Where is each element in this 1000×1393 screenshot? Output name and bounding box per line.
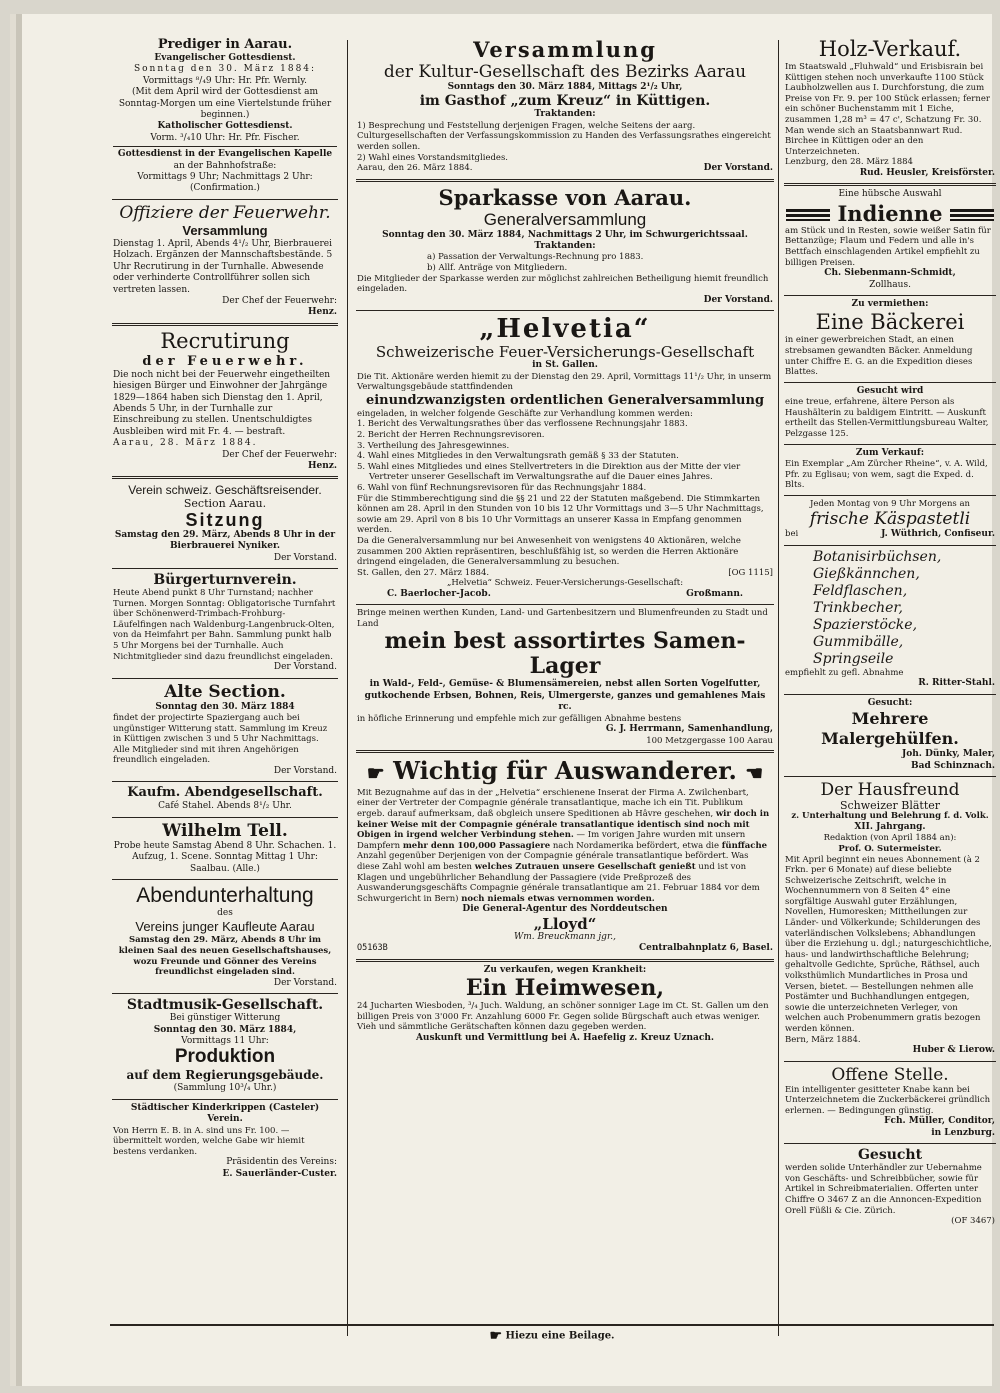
ad-kaufm-abendgesellschaft: Kaufm. Abendgesellschaft. Café Stahel. Abends 8¹/₂ Uhr. — [112, 782, 338, 817]
ad-hausfreund: Der Hausfreund Schweizer Blätter z. Unterhaltung und Belehrung f. d. Volk. XII. Jahrgang. Redaktion (von April 1884 an): Prof. O. Sutermeister. Mit April beginnt ein neues Abonnement (à 2 Frkn. per 6 Monate) auf diese beliebte Schweizerische Zeitschrift, welche in Wochennummern von 8 Seiten 4° eine sorgfältige Auswahl guter Erzählungen, Novellen, Humoresken; Mittheilungen zur Länder- und Völkerkunde; Schilderungen des vaterländischen Volkslebens; Abhandlungen über die Erziehung u. dgl.; naturgeschichtliche, haus- und landwirthschaftliche Belehrung; gehaltvolle Gedichte, Sprüche, Räthsel, auch volksthümlich Mundartliches in Prosa und Versen, bietet. — Bestellungen nehmen alle Postämter und Buchhandlungen entgegen, sowie die unterzeichneten Verleger, von welchen auch Probenummern gratis bezogen werden können. Bern, März 1884. Huber & Lierow. — [784, 777, 996, 1062]
ad-kultur-gesellschaft: Versammlung der Kultur-Gesellschaft des Bezirks Aarau Sonntags den 30. März 1884, Mittags 2¹/₂ Uhr, im Gasthof „zum Kreuz“ in Küttigen. Traktanden: 1) Besprechung und Feststellung derjenigen Fragen, welche Seitens der aarg. Culturgesellschaften der Verfassungskommission zu Handen des Verfassungsrathes eingereicht werden sollen. 2) Wahl eines Vorstandsmitgliedes. Aarau, den 26. März 1884. Der Vorstand. — [356, 34, 774, 182]
ad-kinderkrippen: Städtischer Kinderkrippen (Casteler) Verein. Von Herrn E. B. in A. sind uns Fr. 100. — übermittelt worden, welche Gabe wir hiemit bestens verdanken. Präsidentin des Vereins: E. Sauerländer-Custer. — [113, 1102, 337, 1179]
product-list — [785, 549, 995, 668]
newspaper-page — [22, 14, 995, 1386]
pointing-hand-icon: ☛ — [489, 1328, 503, 1344]
column-rule — [347, 40, 348, 1336]
ad-zum-verkauf: Zum Verkauf: Ein Exemplar „Am Zürcher Rheine“, v. A. Wild, Pfr. zu Eglisau; von wem, sagt die Exped. d. Blts. — [784, 445, 996, 496]
ad-abendunterhaltung: Abendunterhaltung des Vereins junger Kaufleute Aarau Samstag den 29. März, Abends 8 Uhr im kleinen Saal des neuen Gesellschaftshauses, wozu Freunde und Gönner des Vereins freundlichst eingeladen sind. Der Vorstand. — [112, 880, 338, 994]
ad-malergehuelfen: Gesucht: Mehrere Malergehülfen. Joh. Dünky, Maler, Bad Schinznach. — [784, 695, 996, 777]
list-item: Botanisirbüchsen, — [813, 548, 942, 565]
ad-wilhelm-tell: Wilhelm Tell. Probe heute Samstag Abend 8 Uhr. Schachen. 1. Aufzug, 1. Scene. Sonntag Mittag 1 Uhr: Saalbau. (Alle.) — [112, 818, 338, 880]
list-item: 2. Bericht der Herren Rechnungsrevisoren. — [357, 429, 545, 440]
list-item: 5. Wahl eines Mitgliedes und eines Stellvertreters in die Direktion aus der Mitte der vier Vertreter unserer Gesellschaft im Verwaltungsrathe auf die Dauer eines Jahres. — [357, 461, 741, 483]
list-item: Gießkännchen, — [813, 565, 920, 582]
list-item: Springseile — [813, 650, 894, 667]
ornament-bar — [950, 209, 994, 221]
ad-auswanderer: ☛ Wichtig für Auswanderer. ☚ Mit Bezugnahme auf das in der „Helvetia“ erschienene Inserat der Firma A. Zwilchenbart, einer der Vertreter der Compagnie générale transatlantique, mache ich ein Tit. Publikum ergeb. darauf aufmerksam, daß obgleich unsere Speditionen ab Hâvre geschehen, wir doch in keiner Weise mit der Compagnie générale transatlantique identisch sind noch mit Obigen in irgend welcher Verbindung stehen. — Im vorigen Jahre wurden mit unsern Dampfern mehr denn 100,000 Passagiere nach Nordamerika befördert, etwa die fünffache Anzahl gegenüber Derjenigen von der Compagnie générale transatlantique befördert. Was diese Zahl wohl am besten welches Zutrauen unsere Gesellschaft genießt und ist von Klagen und ungebührlicher Behandlung der Passagiere (vide Preßprozeß des Auswanderungsgeschäfts Compagnie générale transatlantique am 21. Februar 1884 vor dem Schwurgericht in Bern) noch niemals etwas vernommen worden. Die General-Agentur des Norddeutschen „Lloyd“ Wm. Breuckmann jgr., O5163B Centralbahnplatz 6, Basel. — [356, 753, 774, 961]
ad-haushaelterin: Gesucht wird eine treue, erfahrene, ältere Person als Haushälterin zu baldigem Eintritt. — Auskunft ertheilt das Stellen-Vermittlungsbureau Walter, Pelzgasse 125. — [784, 383, 996, 445]
list-item: Trinkbecher, — [813, 599, 904, 616]
list-item: 1. Bericht des Verwaltungsrathes über das verflossene Rechnungsjahr 1883. — [357, 419, 688, 430]
column-right — [784, 34, 996, 1231]
ad-holz-verkauf: Holz-Verkauf. Im Staatswald „Fluhwald“ und Erisbisrain bei Küttigen stehen noch unverkaufte 1100 Stück Laubholzwellen aus I. Durchforstung, die zum Preise von Fr. 9. per 100 Stück erlassen; ferner ein schöner Buchenstamm mit 1 Eiche, zusammen 1,28 m³ = 47 c', Schatzung Fr. 30. Man wende sich an Staatsbannwart Rud. Birchee in Küttigen oder an den Unterzeichneten. Lenzburg, den 28. März 1884 Rud. Heusler, Kreisförster. — [784, 34, 996, 186]
column-rule — [778, 40, 779, 1336]
ad-recrutirung: Recrutirung der Feuerwehr. Die noch nicht bei der Feuerwehr eingetheilten hiesigen Bürger und Einwohner der Jahrgänge 1829—1864 haben sich Dienstag den 1. April, Abends 5 Uhr, in der Turnhalle zur Einschreibung zu stellen. Unentschuldigtes Ausbleiben wird mit Fr. 4. — bestraft. Aarau, 28. März 1884. Der Chef der Feuerwehr: Henz. — [112, 326, 338, 480]
list-item: 6. Wahl von fünf Rechnungsrevisoren für das Rechnungsjahr 1884. — [357, 482, 647, 493]
ad-samen-lager: Bringe meinen werthen Kunden, Land- und Gartenbesitzern und Blumenfreunden zu Stadt und Land mein best assortirtes Samen-Lager in Wald-, Feld-, Gemüse- & Blumensämereien, nebst allen Sorten Vogelfutter, gutkochende Erbsen, Bohnen, Reis, Ulmergerste, ganzes und gemahlenes Mais rc. in höfliche Erinnerung und empfehle mich zur gefälligen Abnahme bestens G. J. Herrmann, Samenhandlung, 100 Metzgergasse 100 Aarau — [356, 605, 774, 753]
footer-note: ☛ Hiezu eine Beilage. — [489, 1328, 615, 1344]
ad-helvetia: „Helvetia“ Schweizerische Feuer-Versicherungs-Gesellschaft in St. Gallen. Die Tit. Aktionäre werden hiemit zu der Dienstag den 29. April, Vormittags 11¹/₂ Uhr, in unserm Verwaltungsgebäude stattfindenden einundzwanzigsten ordentlichen Generalversammlung eingeladen, in welcher folgende Geschäfte zur Verhandlung kommen werden: 1. Bericht des Verwaltungsrathes über das verflossene Rechnungsjahr 1883. 2. Bericht der Herren Rechnungsrevisoren. 3. Vertheilung des Jahresgewinnes. 4. Wahl eines Mitgliedes in den Verwaltungsrath gemäß § 33 der Statuten. 5. Wahl eines Mitgliedes und eines Stellvertreters in die Direktion aus der Mitte der vier Vertreter unserer Gesellschaft im Verwaltungsrathe auf die Dauer eines Jahres. 6. Wahl von fünf Rechnungsrevisoren für das Rechnungsjahr 1884. Für die Stimmberechtigung sind die §§ 21 und 22 der Statuten maßgebend. Die Stimmkarten können am 28. April in den Stunden von 10 bis 12 Uhr Vormittags und 3—5 Uhr Nachmittags, sowie am 29. April von 8 bis 10 Uhr Vormittags an unserer Kassa in Empfang genommen werden. Da die Generalversammlung nur bei Anwesenheit von wenigstens 40 Aktionären, welche zusammen 200 Aktien repräsentiren, beschlußfähig ist, so werden die Herren Aktionäre dringend eingeladen, die Generalversammlung zu besuchen. St. Gallen, den 27. März 1884. [OG 1115] „Helvetia“ Schweiz. Feuer-Versicherungs-Gesellschaft: C. Baerlocher-Jacob. Großmann. — [356, 311, 774, 605]
list-item: Gummibälle, — [813, 633, 904, 650]
ad-botanisirbuechsen: Botanisirbüchsen, Gießkännchen, Feldflaschen, Trinkbecher, Spazierstöcke, Gummibälle, Springseile empfiehlt zu gefl. Abnahme R. Ritter-Stahl. — [784, 546, 996, 695]
column-middle — [356, 34, 774, 1048]
footer-rule — [110, 1324, 994, 1326]
ad-offiziere: Offiziere der Feuerwehr. Versammlung Dienstag 1. April, Abends 4¹/₂ Uhr, Bierbrauerei Holzach. Ergänzen der Mannschaftsbestände. 5 Uhr Recrutirung in der Turnhalle. Abwesende oder verhinderte Controllführer sollen sich vertreten lassen. Der Chef der Feuerwehr: Henz. — [112, 200, 338, 326]
pointing-hand-icon: ☛ — [366, 760, 385, 785]
ad-buergerturnverein: Bürgerturnverein. Heute Abend punkt 8 Uhr Turnstand; nachher Turnen. Morgen Sonntag: Obligatorische Turnfahrt über Schönenwerd-Trimbach-Frohburg-Läufelfingen nach Waldenburg-Langenbruck-Olten, von da Heimfahrt per Bahn. Sammlung punkt halb 5 Uhr Morgens bei der Turnhalle. Auch Nichtmitglieder sind dazu freundlichst eingeladen. Der Vorstand. — [112, 569, 338, 679]
pointing-hand-icon: ☚ — [745, 760, 764, 785]
ad-title: Prediger in Aarau. — [157, 37, 293, 52]
list-item: 4. Wahl eines Mitgliedes in den Verwaltungsrath gemäß § 33 der Statuten. — [357, 451, 679, 462]
ad-unterhaendler: Gesucht werden solide Unterhändler zur Uebernahme von Geschäfts- und Schreibbücher, sowie für Artikel in Schreibmaterialien. Offerten unter Chiffre O 3467 Z an die Annoncen-Expedition Orell Füßli & Cie. Zürich. (OF 3467) — [785, 1147, 995, 1227]
ornament-bar — [786, 209, 830, 221]
ad-kaespastetli: Jeden Montag von 9 Uhr Morgens an frische Käspastetli bei J. Wüthrich, Confiseur. — [784, 496, 996, 546]
ad-heimwesen: Zu verkaufen, wegen Krankheit: Ein Heimwesen, 24 Jucharten Wiesboden, ³/₄ Juch. Waldung, an schöner sonniger Lage im Ct. St. Gallen um den billigen Preis von 3'000 Fr. Anzahlung 6000 Fr. Gegen solide Bürgschaft auch etwas weniger. Vieh und sämmtliche Gerätschaften können dazu gegeben werden. Auskunft und Vermittlung bei A. Haefelig z. Kreuz Uznach. — [357, 964, 769, 1043]
ad-stadtmusik: Stadtmusik-Gesellschaft. Bei günstiger Witterung Sonntag den 30. März 1884, Vormittags 11 Uhr: Produktion auf dem Regierungsgebäude. (Sammlung 10³/₄ Uhr.) — [112, 994, 338, 1100]
ad-verein-geschaeftsreisender: Verein schweiz. Geschäftsreisender. Section Aarau. Sitzung Samstag den 29. März, Abends 8 Uhr in der Bierbrauerei Nyniker. Der Vorstand. — [112, 479, 338, 569]
ad-prediger: Prediger in Aarau. Evangelischer Gottesdienst. Sonntag den 30. März 1884: Vormittags ⁸/₄9 Uhr: Hr. Pfr. Wernly. (Mit dem April wird der Gottesdienst am Sonntag-Morgen um eine Viertelstunde früher beginnen.) Katholischer Gottesdienst. Vorm. ³/₄10 Uhr: Hr. Pfr. Fischer. Gottesdienst in der Evangelischen Kapelle an der Bahnhofstraße: Vormittags 9 Uhr; Nachmittags 2 Uhr: (Confirmation.) — [112, 34, 338, 200]
auswanderer-body: Mit Bezugnahme auf das in der „Helvetia“ erschienene Inserat der Firma A. Zwilchenbart, einer der Vertreter der Compagnie générale transatlantique, mache ich ein Tit. Publikum ergeb. darauf aufmerksam, daß obgleich unsere Speditionen ab Hâvre geschehen, wir doch in keiner Weise mit der Compagnie générale transatlantique identisch sind noch mit Obigen in irgend welcher Verbindung stehen. — Im vorigen Jahre wurden mit unsern Dampfern mehr denn 100,000 Passagiere nach Nordamerika befördert, etwa die fünffache Anzahl gegenüber Derjenigen von der Compagnie générale transatlantique befördert. Was diese Zahl wohl am besten welches Zutrauen unsere Gesellschaft genießt und ist von Klagen und ungebührlicher Behandlung der Passagiere (vide Preßprozeß des Auswanderungsgeschäfts Compagnie générale transatlantique am 21. Februar 1884 vor dem Schwurgericht in Bern) noch niemals etwas vernommen worden. — [357, 787, 770, 904]
ad-indienne: Eine hübsche Auswahl Indienne am Stück und in Resten, sowie weißer Satin für Bettanzüge; Flaum und Federn und alle in's Bettfach einschlagenden Artikel empfiehlt zu billigen Preisen. Ch. Siebenmann-Schmidt, Zollhaus. — [784, 186, 996, 296]
ad-offene-stelle: Offene Stelle. Ein intelligenter gesitteter Knabe kann bei Unterzeichnetem die Zuckerbäckerei gründlich erlernen. — Bedingungen günstig. Fch. Müller, Conditor, in Lenzburg. — [784, 1062, 996, 1145]
list-item: Spazierstöcke, — [813, 616, 918, 633]
list-item: Feldflaschen, — [813, 582, 908, 599]
ad-sparkasse: Sparkasse von Aarau. Generalversammlung Sonntag den 30. März 1884, Nachmittags 2 Uhr, im Schwurgerichtssaal. Traktanden: a) Passation der Verwaltungs-Rechnung pro 1883. b) Allf. Anträge von Mitgliedern. Die Mitglieder der Sparkasse werden zur möglichst zahlreichen Betheiligung hiemit freundlich eingeladen. Der Vorstand. — [356, 182, 774, 312]
list-item: 3. Vertheilung des Jahresgewinnes. — [357, 440, 510, 451]
ad-alte-section: Alte Section. Sonntag den 30. März 1884 findet der projectirte Spaziergang auch bei ungünstiger Witterung statt. Sammlung im Kreuz in Küttigen zwischen 3 und 5 Uhr Nachmittags. Alle Mitglieder sind mit ihren Angehörigen freundlich eingeladen. Der Vorstand. — [112, 679, 338, 783]
ad-baeckerei: Zu vermiethen: Eine Bäckerei in einer gewerbreichen Stadt, an einen strebsamen gewandten Bäcker. Anmeldung unter Chiffre E. G. an die Expedition dieses Blattes. — [784, 296, 996, 383]
column-left — [112, 34, 338, 1184]
helvetia-agenda — [357, 419, 773, 493]
